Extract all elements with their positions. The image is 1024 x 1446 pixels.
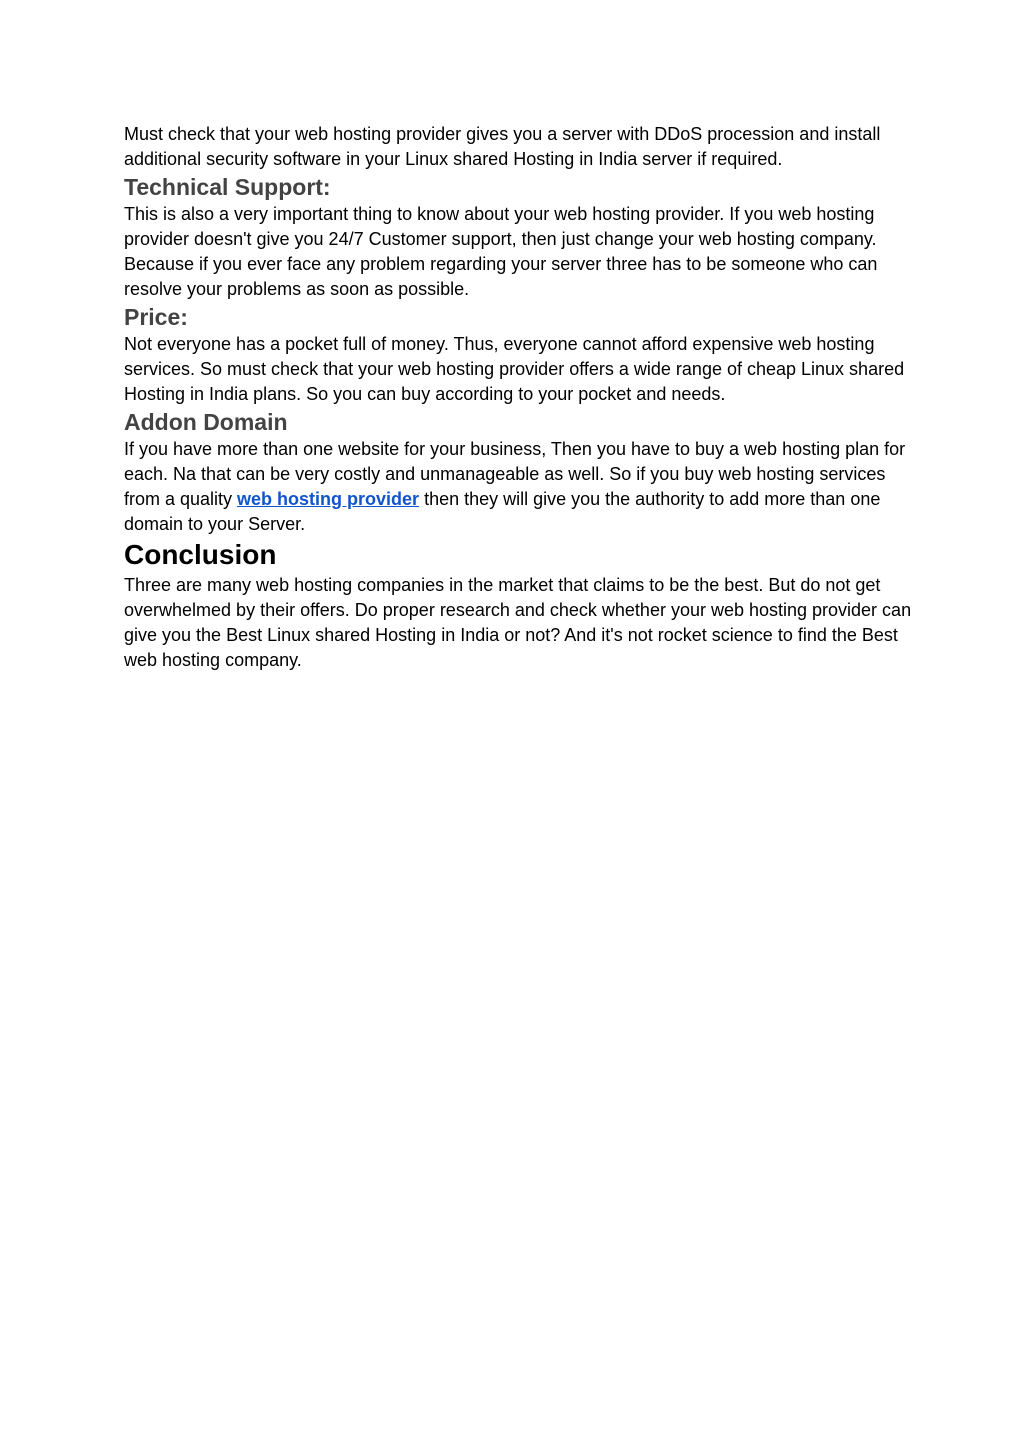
web-hosting-provider-link[interactable]: web hosting provider (237, 489, 420, 509)
conclusion-paragraph: Three are many web hosting companies in the market that claims to be the best. But do not get overwhelmed by their offers. Do proper research and check whether your web hosting provider can give you the Best Linux shared Hosting in India or not? And it's not rocket science to find the Best web hosting company. (124, 575, 912, 670)
addon-domain-text-after-link: then they will give you the authority to add more than one domain to your Server. (124, 489, 881, 534)
conclusion-heading: Conclusion (124, 539, 277, 570)
price-heading: Price: (124, 304, 188, 330)
addon-domain-text-before-link: If you have more than one website for your business, Then you have to buy a web hosting plan for each. Na that can be very costly and unmanageable as well. So if you buy web hosting services from a quality (124, 439, 906, 509)
document-page (124, 122, 914, 673)
intro-paragraph: Must check that your web hosting provider gives you a server with DDoS procession and install additional security software in your Linux shared Hosting in India server if required. (124, 124, 881, 169)
addon-domain-paragraph (124, 437, 914, 537)
price-paragraph: Not everyone has a pocket full of money. Thus, everyone cannot afford expensive web hosting services. So must check that your web hosting provider offers a wide range of cheap Linux shared Hosting in India plans. So you can buy according to your pocket and needs. (124, 334, 905, 404)
technical-support-paragraph: This is also a very important thing to know about your web hosting provider. If you web hosting provider doesn't give you 24/7 Customer support, then just change your web hosting company. Because if you ever face any problem regarding your server three has to be someone who can resolve your problems as soon as possible. (124, 204, 878, 299)
technical-support-heading: Technical Support: (124, 174, 331, 200)
addon-domain-heading: Addon Domain (124, 409, 288, 435)
